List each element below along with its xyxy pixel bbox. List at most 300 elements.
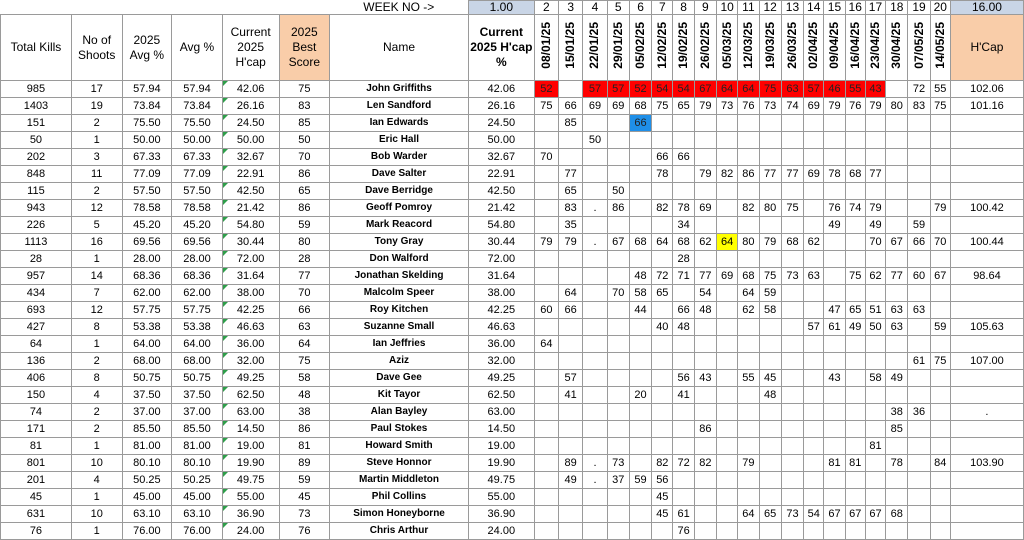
- score-cell[interactable]: [886, 149, 908, 166]
- score-cell[interactable]: .: [583, 234, 607, 251]
- hcap2025-cell[interactable]: 62.50: [222, 387, 279, 404]
- date-header-cell[interactable]: [607, 15, 629, 81]
- score-cell[interactable]: [845, 370, 865, 387]
- score-cell[interactable]: 75: [759, 268, 781, 285]
- avg2025-cell[interactable]: 69.56: [122, 234, 172, 251]
- avg-cell[interactable]: 73.84: [172, 98, 223, 115]
- score-cell[interactable]: [629, 370, 651, 387]
- shoots-cell[interactable]: 5: [71, 217, 122, 234]
- score-cell[interactable]: 70: [930, 234, 950, 251]
- score-cell[interactable]: [534, 455, 558, 472]
- total-kills-cell[interactable]: 45: [1, 489, 72, 506]
- avg-cell[interactable]: 63.10: [172, 506, 223, 523]
- score-cell[interactable]: [930, 217, 950, 234]
- score-cell[interactable]: [845, 438, 865, 455]
- score-cell[interactable]: 70: [865, 234, 885, 251]
- avg-cell[interactable]: 53.38: [172, 319, 223, 336]
- shoots-cell[interactable]: 1: [71, 523, 122, 540]
- score-cell[interactable]: [534, 217, 558, 234]
- score-cell[interactable]: [781, 302, 803, 319]
- score-cell[interactable]: [673, 404, 694, 421]
- score-cell[interactable]: [930, 472, 950, 489]
- score-cell[interactable]: [717, 200, 738, 217]
- avg-cell[interactable]: 77.09: [172, 166, 223, 183]
- score-cell[interactable]: 75: [652, 98, 673, 115]
- score-cell[interactable]: [534, 200, 558, 217]
- score-cell[interactable]: 82: [717, 166, 738, 183]
- score-cell[interactable]: [781, 472, 803, 489]
- score-cell[interactable]: [583, 438, 607, 455]
- score-cell[interactable]: [759, 455, 781, 472]
- score-cell[interactable]: [673, 132, 694, 149]
- score-cell[interactable]: [738, 149, 759, 166]
- score-cell[interactable]: [781, 217, 803, 234]
- avg2025-cell[interactable]: 50.25: [122, 472, 172, 489]
- score-cell[interactable]: [781, 438, 803, 455]
- hcap2025-cell[interactable]: 38.00: [222, 285, 279, 302]
- score-cell[interactable]: 79: [759, 234, 781, 251]
- score-cell[interactable]: [845, 489, 865, 506]
- score-cell[interactable]: [607, 115, 629, 132]
- score-cell[interactable]: [717, 506, 738, 523]
- score-cell[interactable]: 43: [865, 81, 885, 98]
- score-cell[interactable]: [583, 251, 607, 268]
- score-cell[interactable]: 34: [673, 217, 694, 234]
- name-cell[interactable]: John Griffiths: [330, 81, 469, 98]
- score-cell[interactable]: [886, 336, 908, 353]
- score-cell[interactable]: [607, 404, 629, 421]
- score-cell[interactable]: [583, 506, 607, 523]
- score-cell[interactable]: 78: [673, 200, 694, 217]
- score-cell[interactable]: [886, 132, 908, 149]
- current-hcap-cell[interactable]: 50.00: [468, 132, 534, 149]
- score-cell[interactable]: [717, 132, 738, 149]
- score-cell[interactable]: [865, 472, 885, 489]
- score-cell[interactable]: 41: [673, 387, 694, 404]
- score-cell[interactable]: [652, 353, 673, 370]
- score-cell[interactable]: [845, 387, 865, 404]
- score-cell[interactable]: [583, 115, 607, 132]
- score-cell[interactable]: [717, 472, 738, 489]
- score-cell[interactable]: [804, 132, 824, 149]
- score-cell[interactable]: 73: [717, 98, 738, 115]
- score-cell[interactable]: 75: [930, 98, 950, 115]
- shoots-cell[interactable]: 2: [71, 404, 122, 421]
- total-kills-cell[interactable]: 801: [1, 455, 72, 472]
- score-cell[interactable]: 20: [629, 387, 651, 404]
- avg-cell[interactable]: 37.00: [172, 404, 223, 421]
- score-cell[interactable]: 59: [759, 285, 781, 302]
- score-cell[interactable]: [652, 404, 673, 421]
- score-cell[interactable]: [559, 81, 583, 98]
- avg2025-cell[interactable]: 78.58: [122, 200, 172, 217]
- score-cell[interactable]: [804, 336, 824, 353]
- score-cell[interactable]: [930, 404, 950, 421]
- current-hcap-cell[interactable]: 30.44: [468, 234, 534, 251]
- shoots-cell[interactable]: 1: [71, 336, 122, 353]
- score-cell[interactable]: 70: [534, 149, 558, 166]
- score-cell[interactable]: 82: [652, 200, 673, 217]
- avg2025-cell[interactable]: 64.00: [122, 336, 172, 353]
- name-cell[interactable]: Paul Stokes: [330, 421, 469, 438]
- best-score-cell[interactable]: 70: [279, 285, 330, 302]
- score-cell[interactable]: [886, 217, 908, 234]
- score-cell[interactable]: [673, 183, 694, 200]
- score-cell[interactable]: [607, 421, 629, 438]
- avg-cell[interactable]: 85.50: [172, 421, 223, 438]
- current-hcap-cell[interactable]: 32.67: [468, 149, 534, 166]
- name-cell[interactable]: Don Walford: [330, 251, 469, 268]
- score-cell[interactable]: 55: [845, 81, 865, 98]
- score-cell[interactable]: 44: [629, 302, 651, 319]
- score-cell[interactable]: [534, 268, 558, 285]
- hcap-multiplier-cell[interactable]: 16.00: [950, 1, 1023, 15]
- hcap2025-cell[interactable]: 21.42: [222, 200, 279, 217]
- score-cell[interactable]: [781, 421, 803, 438]
- score-cell[interactable]: [652, 132, 673, 149]
- score-cell[interactable]: 49: [845, 319, 865, 336]
- score-cell[interactable]: 54: [804, 506, 824, 523]
- shoots-cell[interactable]: 10: [71, 455, 122, 472]
- name-cell[interactable]: Simon Honeyborne: [330, 506, 469, 523]
- score-cell[interactable]: 65: [652, 285, 673, 302]
- hcap2025-cell[interactable]: 42.50: [222, 183, 279, 200]
- current-hcap-cell[interactable]: 42.50: [468, 183, 534, 200]
- score-cell[interactable]: 36: [908, 404, 930, 421]
- current-hcap-cell[interactable]: 46.63: [468, 319, 534, 336]
- avg2025-cell[interactable]: 62.00: [122, 285, 172, 302]
- score-cell[interactable]: 66: [629, 115, 651, 132]
- score-cell[interactable]: 63: [886, 319, 908, 336]
- score-cell[interactable]: [559, 489, 583, 506]
- date-header-cell[interactable]: [629, 15, 651, 81]
- score-cell[interactable]: 28: [673, 251, 694, 268]
- score-cell[interactable]: 66: [559, 302, 583, 319]
- best-score-cell[interactable]: 86: [279, 421, 330, 438]
- score-cell[interactable]: 78: [652, 166, 673, 183]
- hcap-result-cell[interactable]: [950, 506, 1023, 523]
- current-hcap-cell[interactable]: 49.25: [468, 370, 534, 387]
- total-kills-cell[interactable]: 201: [1, 472, 72, 489]
- avg2025-cell[interactable]: 37.00: [122, 404, 172, 421]
- avg2025-cell[interactable]: 45.20: [122, 217, 172, 234]
- score-cell[interactable]: [534, 489, 558, 506]
- score-cell[interactable]: 59: [908, 217, 930, 234]
- score-cell[interactable]: [804, 353, 824, 370]
- name-cell[interactable]: Kit Tayor: [330, 387, 469, 404]
- avg2025-cell[interactable]: 85.50: [122, 421, 172, 438]
- hcap-result-cell[interactable]: [950, 251, 1023, 268]
- hcap-result-cell[interactable]: [950, 132, 1023, 149]
- score-cell[interactable]: [559, 132, 583, 149]
- score-cell[interactable]: [534, 285, 558, 302]
- score-cell[interactable]: [534, 115, 558, 132]
- name-cell[interactable]: Steve Honnor: [330, 455, 469, 472]
- avg-cell[interactable]: 80.10: [172, 455, 223, 472]
- score-cell[interactable]: 77: [781, 166, 803, 183]
- score-cell[interactable]: [583, 319, 607, 336]
- score-cell[interactable]: [694, 404, 716, 421]
- score-cell[interactable]: [534, 506, 558, 523]
- date-header-cell[interactable]: [908, 15, 930, 81]
- current-hcap-cell[interactable]: 26.16: [468, 98, 534, 115]
- name-cell[interactable]: Jonathan Skelding: [330, 268, 469, 285]
- score-cell[interactable]: [908, 506, 930, 523]
- score-cell[interactable]: [865, 132, 885, 149]
- shoots-cell[interactable]: 2: [71, 183, 122, 200]
- hcap2025-cell[interactable]: 55.00: [222, 489, 279, 506]
- score-cell[interactable]: [804, 285, 824, 302]
- total-kills-cell[interactable]: 848: [1, 166, 72, 183]
- score-cell[interactable]: [534, 166, 558, 183]
- score-cell[interactable]: 52: [534, 81, 558, 98]
- score-cell[interactable]: [583, 183, 607, 200]
- best-score-cell[interactable]: 89: [279, 455, 330, 472]
- score-cell[interactable]: [804, 438, 824, 455]
- score-cell[interactable]: [804, 149, 824, 166]
- score-cell[interactable]: 86: [694, 421, 716, 438]
- score-cell[interactable]: 69: [694, 200, 716, 217]
- score-cell[interactable]: .: [583, 472, 607, 489]
- score-cell[interactable]: [717, 285, 738, 302]
- col-header-hcap[interactable]: H'Cap: [950, 15, 1023, 81]
- score-cell[interactable]: [930, 115, 950, 132]
- avg-cell[interactable]: 67.33: [172, 149, 223, 166]
- best-score-cell[interactable]: 38: [279, 404, 330, 421]
- hcap-result-cell[interactable]: 100.44: [950, 234, 1023, 251]
- score-cell[interactable]: [534, 387, 558, 404]
- hcap-result-cell[interactable]: .: [950, 404, 1023, 421]
- shoots-cell[interactable]: 16: [71, 234, 122, 251]
- current-hcap-cell[interactable]: 19.90: [468, 455, 534, 472]
- score-cell[interactable]: [607, 251, 629, 268]
- score-cell[interactable]: [717, 421, 738, 438]
- score-cell[interactable]: [694, 132, 716, 149]
- score-cell[interactable]: 74: [845, 200, 865, 217]
- total-kills-cell[interactable]: 81: [1, 438, 72, 455]
- avg-cell[interactable]: 45.20: [172, 217, 223, 234]
- score-cell[interactable]: 66: [652, 149, 673, 166]
- score-cell[interactable]: [845, 115, 865, 132]
- avg-cell[interactable]: 68.00: [172, 353, 223, 370]
- score-cell[interactable]: [759, 353, 781, 370]
- score-cell[interactable]: [886, 166, 908, 183]
- total-kills-cell[interactable]: 1113: [1, 234, 72, 251]
- best-score-cell[interactable]: 80: [279, 234, 330, 251]
- score-cell[interactable]: [781, 455, 803, 472]
- best-score-cell[interactable]: 86: [279, 200, 330, 217]
- hcap-result-cell[interactable]: 101.16: [950, 98, 1023, 115]
- hcap-result-cell[interactable]: [950, 489, 1023, 506]
- score-cell[interactable]: 62: [694, 234, 716, 251]
- score-cell[interactable]: [865, 387, 885, 404]
- shoots-cell[interactable]: 11: [71, 166, 122, 183]
- score-cell[interactable]: [583, 217, 607, 234]
- score-cell[interactable]: 75: [759, 81, 781, 98]
- score-cell[interactable]: [607, 166, 629, 183]
- score-cell[interactable]: [804, 387, 824, 404]
- score-cell[interactable]: 72: [908, 81, 930, 98]
- score-cell[interactable]: [804, 489, 824, 506]
- score-cell[interactable]: [781, 115, 803, 132]
- score-cell[interactable]: [824, 132, 845, 149]
- score-cell[interactable]: [908, 472, 930, 489]
- score-cell[interactable]: [583, 149, 607, 166]
- score-cell[interactable]: [865, 149, 885, 166]
- hcap2025-cell[interactable]: 36.00: [222, 336, 279, 353]
- hcap-result-cell[interactable]: [950, 217, 1023, 234]
- score-cell[interactable]: 79: [865, 98, 885, 115]
- score-cell[interactable]: [629, 353, 651, 370]
- avg2025-cell[interactable]: 37.50: [122, 387, 172, 404]
- shoots-cell[interactable]: 1: [71, 251, 122, 268]
- current-hcap-cell[interactable]: 36.90: [468, 506, 534, 523]
- score-cell[interactable]: .: [583, 455, 607, 472]
- score-cell[interactable]: [930, 421, 950, 438]
- score-cell[interactable]: [629, 404, 651, 421]
- avg-cell[interactable]: 57.94: [172, 81, 223, 98]
- score-cell[interactable]: [534, 319, 558, 336]
- score-cell[interactable]: [673, 353, 694, 370]
- avg2025-cell[interactable]: 68.00: [122, 353, 172, 370]
- shoots-cell[interactable]: 3: [71, 149, 122, 166]
- score-cell[interactable]: [534, 421, 558, 438]
- avg2025-cell[interactable]: 53.38: [122, 319, 172, 336]
- score-cell[interactable]: 79: [865, 200, 885, 217]
- hcap-result-cell[interactable]: [950, 149, 1023, 166]
- score-cell[interactable]: [930, 370, 950, 387]
- best-score-cell[interactable]: 59: [279, 472, 330, 489]
- shoots-cell[interactable]: 14: [71, 268, 122, 285]
- shoots-cell[interactable]: 4: [71, 387, 122, 404]
- score-cell[interactable]: [738, 472, 759, 489]
- score-cell[interactable]: [824, 387, 845, 404]
- score-cell[interactable]: 66: [673, 149, 694, 166]
- avg2025-cell[interactable]: 50.00: [122, 132, 172, 149]
- score-cell[interactable]: [930, 251, 950, 268]
- date-header-cell[interactable]: [534, 15, 558, 81]
- score-cell[interactable]: [629, 489, 651, 506]
- avg2025-cell[interactable]: 57.75: [122, 302, 172, 319]
- score-cell[interactable]: [908, 115, 930, 132]
- score-cell[interactable]: [652, 370, 673, 387]
- score-cell[interactable]: 80: [886, 98, 908, 115]
- score-cell[interactable]: [804, 455, 824, 472]
- score-cell[interactable]: 85: [886, 421, 908, 438]
- score-cell[interactable]: [845, 285, 865, 302]
- score-cell[interactable]: [717, 387, 738, 404]
- score-cell[interactable]: [583, 421, 607, 438]
- hcap2025-cell[interactable]: 32.00: [222, 353, 279, 370]
- score-cell[interactable]: 72: [673, 455, 694, 472]
- score-cell[interactable]: 48: [694, 302, 716, 319]
- score-cell[interactable]: [717, 217, 738, 234]
- score-cell[interactable]: 56: [652, 472, 673, 489]
- avg2025-cell[interactable]: 80.10: [122, 455, 172, 472]
- score-cell[interactable]: [629, 506, 651, 523]
- score-cell[interactable]: [759, 489, 781, 506]
- score-cell[interactable]: [607, 336, 629, 353]
- score-cell[interactable]: [886, 183, 908, 200]
- score-cell[interactable]: [738, 115, 759, 132]
- score-cell[interactable]: [694, 149, 716, 166]
- score-cell[interactable]: [824, 285, 845, 302]
- score-cell[interactable]: [629, 217, 651, 234]
- current-hcap-cell[interactable]: 49.75: [468, 472, 534, 489]
- best-score-cell[interactable]: 86: [279, 166, 330, 183]
- score-cell[interactable]: [845, 217, 865, 234]
- score-cell[interactable]: [865, 336, 885, 353]
- current-hcap-cell[interactable]: 42.06: [468, 81, 534, 98]
- score-cell[interactable]: [845, 421, 865, 438]
- hcap-result-cell[interactable]: [950, 285, 1023, 302]
- score-cell[interactable]: [865, 251, 885, 268]
- name-cell[interactable]: Len Sandford: [330, 98, 469, 115]
- score-cell[interactable]: [583, 336, 607, 353]
- score-cell[interactable]: [629, 421, 651, 438]
- score-cell[interactable]: 61: [908, 353, 930, 370]
- best-score-cell[interactable]: 65: [279, 183, 330, 200]
- hcap2025-cell[interactable]: 19.00: [222, 438, 279, 455]
- col-header-hcap2025[interactable]: Current 2025 H'cap: [222, 15, 279, 81]
- shoots-cell[interactable]: 1: [71, 489, 122, 506]
- score-cell[interactable]: [804, 200, 824, 217]
- score-cell[interactable]: 45: [652, 506, 673, 523]
- date-header-cell[interactable]: [824, 15, 845, 81]
- date-header-cell[interactable]: [673, 15, 694, 81]
- score-cell[interactable]: [607, 268, 629, 285]
- avg-cell[interactable]: 37.50: [172, 387, 223, 404]
- score-cell[interactable]: [673, 166, 694, 183]
- score-cell[interactable]: 67: [865, 506, 885, 523]
- best-score-cell[interactable]: 75: [279, 81, 330, 98]
- score-cell[interactable]: 68: [781, 234, 803, 251]
- score-cell[interactable]: 57: [583, 81, 607, 98]
- score-cell[interactable]: 82: [694, 455, 716, 472]
- shoots-cell[interactable]: 19: [71, 98, 122, 115]
- score-cell[interactable]: 68: [673, 234, 694, 251]
- name-cell[interactable]: Alan Bayley: [330, 404, 469, 421]
- total-kills-cell[interactable]: 50: [1, 132, 72, 149]
- avg2025-cell[interactable]: 73.84: [122, 98, 172, 115]
- avg2025-cell[interactable]: 81.00: [122, 438, 172, 455]
- name-cell[interactable]: Dave Gee: [330, 370, 469, 387]
- best-score-cell[interactable]: 66: [279, 302, 330, 319]
- avg2025-cell[interactable]: 76.00: [122, 523, 172, 540]
- score-cell[interactable]: [583, 489, 607, 506]
- score-cell[interactable]: 59: [629, 472, 651, 489]
- score-cell[interactable]: 82: [738, 200, 759, 217]
- shoots-cell[interactable]: 2: [71, 421, 122, 438]
- avg-cell[interactable]: 81.00: [172, 438, 223, 455]
- score-cell[interactable]: [845, 404, 865, 421]
- name-cell[interactable]: Ian Edwards: [330, 115, 469, 132]
- best-score-cell[interactable]: 76: [279, 523, 330, 540]
- score-cell[interactable]: [629, 438, 651, 455]
- score-cell[interactable]: 55: [738, 370, 759, 387]
- best-score-cell[interactable]: 45: [279, 489, 330, 506]
- hcap-result-cell[interactable]: [950, 336, 1023, 353]
- score-cell[interactable]: [865, 353, 885, 370]
- week-hcap-value[interactable]: 1.00: [468, 1, 534, 15]
- score-cell[interactable]: 45: [652, 489, 673, 506]
- total-kills-cell[interactable]: 171: [1, 421, 72, 438]
- score-cell[interactable]: 81: [824, 455, 845, 472]
- score-cell[interactable]: 45: [759, 370, 781, 387]
- current-hcap-cell[interactable]: 14.50: [468, 421, 534, 438]
- score-cell[interactable]: [908, 166, 930, 183]
- score-cell[interactable]: [930, 489, 950, 506]
